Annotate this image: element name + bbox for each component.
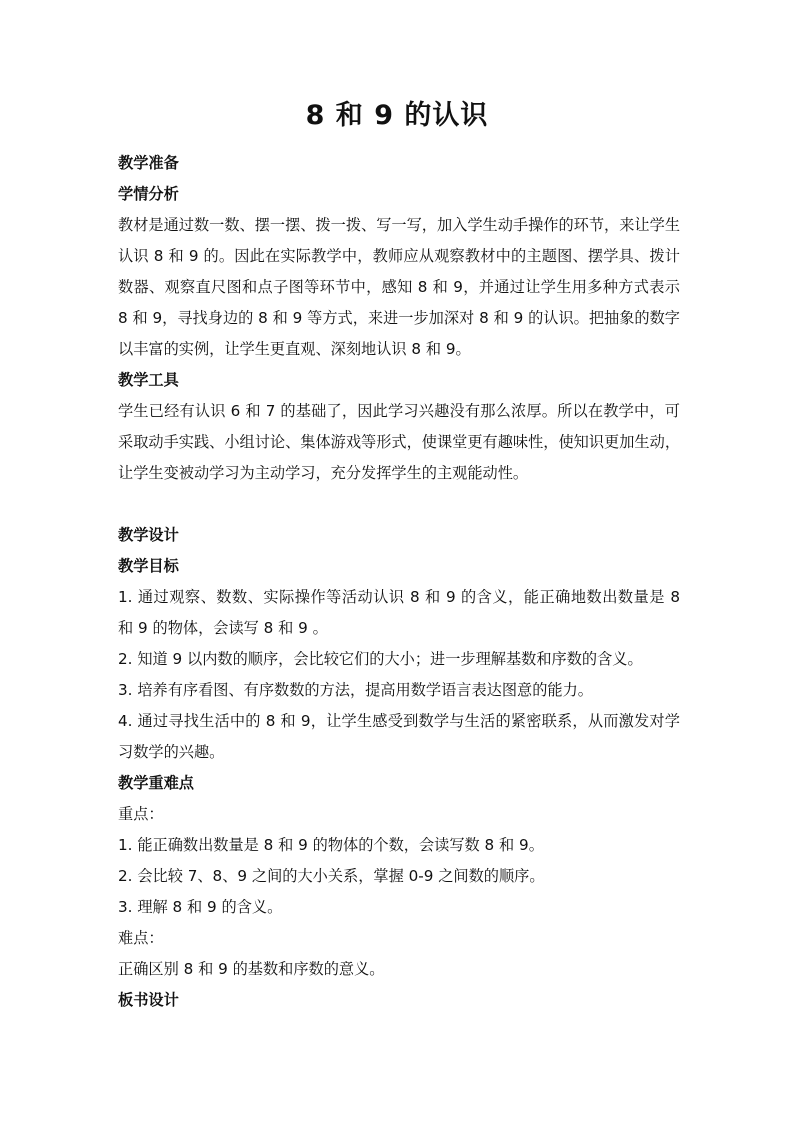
goal-item: 4. 通过寻找生活中的 8 和 9，让学生感受到数学与生活的紧密联系，从而激发对学习数学的兴趣。 [118,712,680,761]
document-body [118,148,680,1016]
heading-key-difficult-points: 教学重难点 [118,774,194,792]
heading-student-analysis: 学情分析 [118,185,179,203]
heading-teaching-prep: 教学准备 [118,154,179,172]
heading-teaching-goals: 教学目标 [118,557,179,575]
goal-item: 1. 通过观察、数数、实际操作等活动认识 8 和 9 的含义，能正确地数出数量是 8 和 9 的物体，会读写 8 和 9 。 [118,588,680,637]
heading-board-design: 板书设计 [118,991,179,1009]
section-spacer [118,489,680,520]
key-point-item: 2. 会比较 7、8、9 之间的大小关系，掌握 0-9 之间数的顺序。 [118,867,545,885]
difficulty-label: 难点： [118,929,164,947]
document-title: 8 和 9 的认识 [305,100,489,131]
key-point-item: 3. 理解 8 和 9 的含义。 [118,898,283,916]
paragraph-student-analysis: 教材是通过数一数、摆一摆、拨一拨、写一写，加入学生动手操作的环节，来让学生认识 8 和 9 的。因此在实际教学中，教师应从观察教材中的主题图、摆学具、拨计数器、观察直尺图和点子图等环节中，感知 8 和 9，并通过让学生用多种方式表示 8 和 9，寻找身边的 8 和 9 等方式，来进一步加深对 8 和 9 的认识。把抽象的数字以丰富的实例，让学生更直观、深刻地认识 8 和 9。 [118,216,680,358]
heading-teaching-design: 教学设计 [118,526,179,544]
heading-teaching-tools: 教学工具 [118,371,179,389]
paragraph-teaching-tools: 学生已经有认识 6 和 7 的基础了，因此学习兴趣没有那么浓厚。所以在教学中，可采取动手实践、小组讨论、集体游戏等形式，使课堂更有趣味性，使知识更加生动，让学生变被动学习为主动学习，充分发挥学生的主观能动性。 [118,402,680,482]
goal-item: 3. 培养有序看图、有序数数的方法，提高用数学语言表达图意的能力。 [118,681,593,699]
key-point-item: 1. 能正确数出数量是 8 和 9 的物体的个数，会读写数 8 和 9。 [118,836,544,854]
key-points-label: 重点： [118,805,164,823]
difficulty-text: 正确区别 8 和 9 的基数和序数的意义。 [118,960,385,978]
goal-item: 2. 知道 9 以内数的顺序，会比较它们的大小；进一步理解基数和序数的含义。 [118,650,643,668]
